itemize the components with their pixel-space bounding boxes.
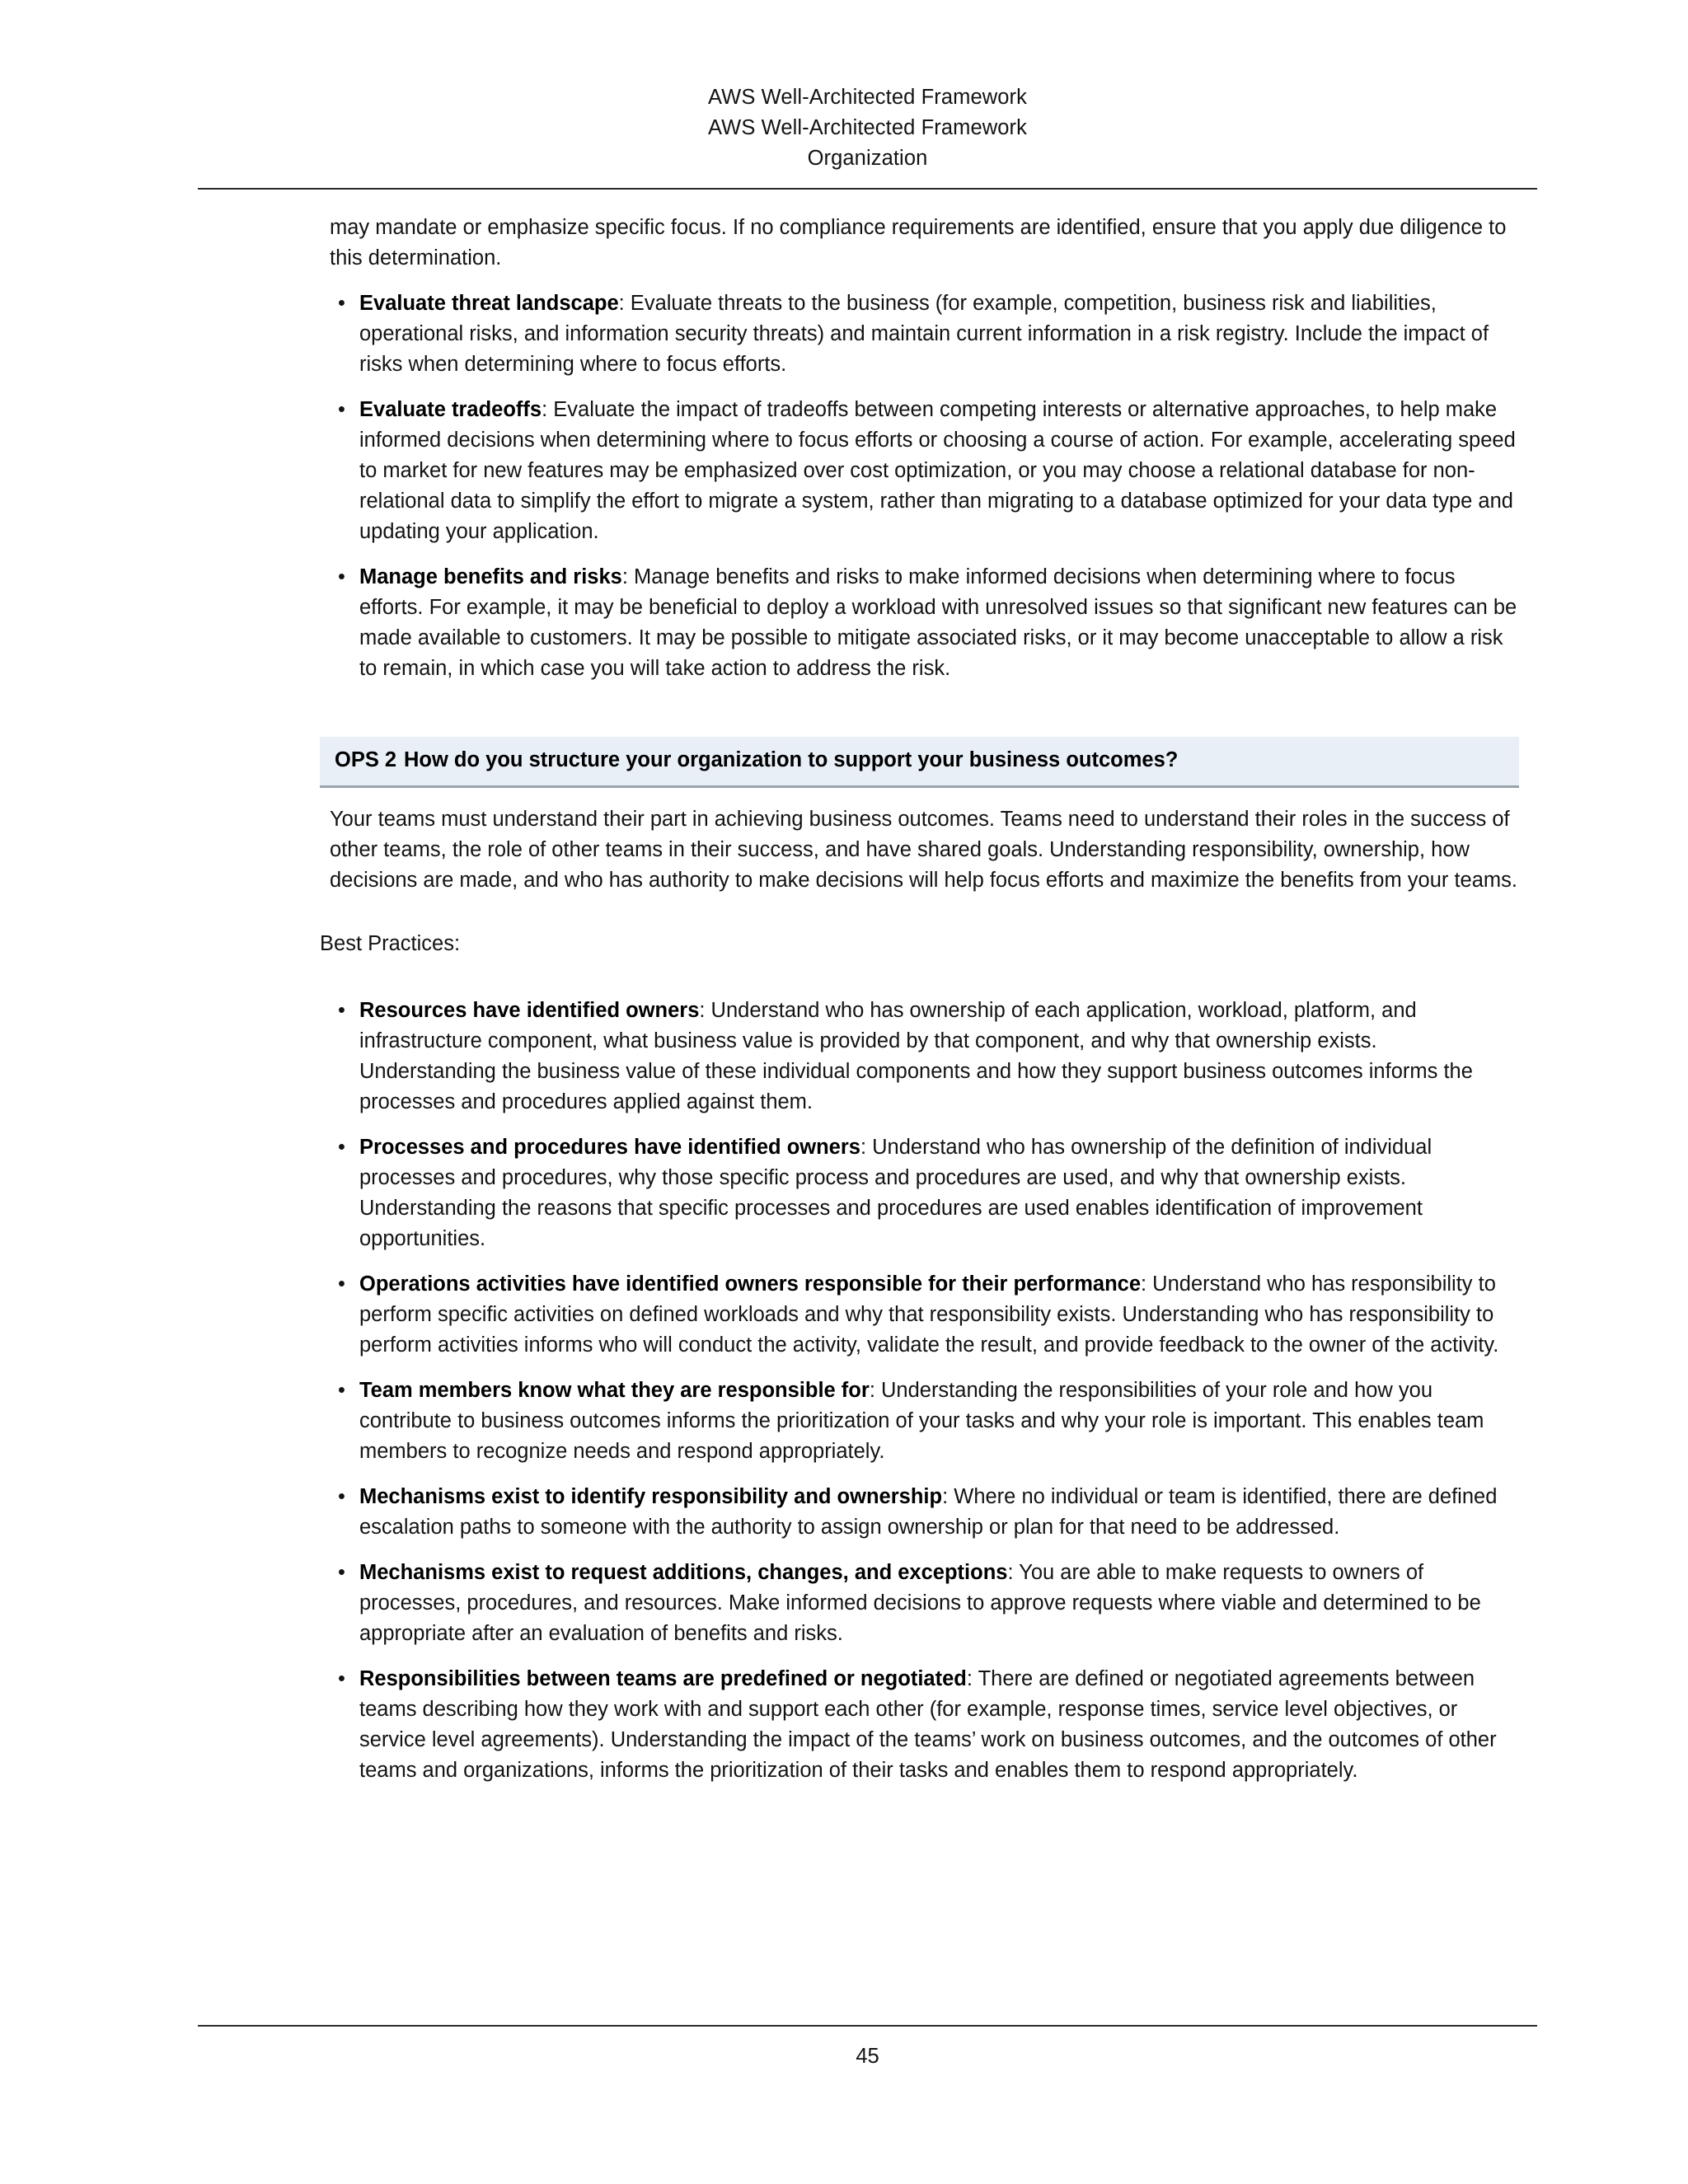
list-item-term: Mechanisms exist to identify responsibility and ownership — [359, 1485, 943, 1508]
list-item — [330, 1132, 1519, 1254]
list-item-term: Team members know what they are responsible for — [359, 1379, 870, 1402]
list-item-term: Processes and procedures have identified owners — [359, 1136, 860, 1159]
ops-question-intro: Your teams must understand their part in achieving business outcomes. Teams need to understand their roles in the success of other teams, the role of other teams in their success, and have shared goals. Understanding responsibility, ownership, how decisions are made, and who has authority to make decisions will help focus efforts and maximize the benefits from your teams. — [330, 808, 1517, 892]
list-item-text: : Understand who has ownership of each application, workload, platform, and infrastructure component, what business value is provided by that component, and why that ownership exists. Understanding the business value of these individual components and how they support business outcomes informs the processes and procedures applied against them. — [359, 999, 1473, 1113]
top-bullet-list — [330, 288, 1519, 684]
bullet-icon: • — [338, 999, 345, 1022]
intro-spacer — [330, 896, 1519, 929]
list-item-term: Manage benefits and risks — [359, 565, 622, 588]
list-item — [330, 1664, 1519, 1786]
list-item-term: Evaluate tradeoffs — [359, 398, 542, 421]
list-item-text: : Understanding the responsibilities of your role and how you contribute to business outcomes informs the prioritization of your tasks and why your role is important. This enables team members to recognize needs and respond appropriately. — [359, 1379, 1484, 1463]
continued-paragraph: may mandate or emphasize specific focus. If no compliance requirements are identified, ensure that you apply due diligence to this determination. — [330, 216, 1507, 269]
bullet-icon: • — [338, 1272, 345, 1296]
list-item-term: Responsibilities between teams are predefined or negotiated — [359, 1667, 967, 1690]
list-item-text: : Evaluate the impact of tradeoffs between competing interests or alternative approaches, to help make informed decisions when determining where to focus efforts or choosing a course of action. For example, accelerating speed to market for new features may be emphasized over cost optimization, or you may choose a relational database for non-relational data to simplify the effort to migrate a system, rather than migrating to a database optimized for your data type and updating your application. — [359, 398, 1516, 543]
running-header — [198, 82, 1537, 174]
section-spacer — [330, 684, 1519, 737]
bullet-icon: • — [338, 1561, 345, 1584]
bullet-icon: • — [338, 292, 345, 315]
bullet-icon: • — [338, 1485, 345, 1508]
label-spacer — [330, 959, 1519, 981]
list-item — [330, 288, 1519, 380]
best-practices-list — [330, 996, 1519, 1786]
list-item — [330, 1376, 1519, 1467]
bullet-icon: • — [338, 1667, 345, 1690]
best-practices-label: Best Practices: — [320, 932, 461, 955]
ops-question-text: How do you structure your organization to support your business outcomes? — [404, 748, 1179, 771]
list-item-text: : Evaluate threats to the business (for example, competition, business risk and liabilities, operational risks, and information security threats) and maintain current information in a risk registry. Include the impact of risks when determining where to focus efforts. — [359, 292, 1489, 376]
list-item-text: : Where no individual or team is identified, there are defined escalation paths to someone with the authority to assign ownership or plan for that need to be addressed. — [359, 1485, 1498, 1539]
list-item-term: Mechanisms exist to request additions, changes, and exceptions — [359, 1561, 1008, 1584]
ops-question-id: OPS 2 — [335, 748, 397, 771]
header-line-3: Organization — [807, 147, 928, 170]
list-item — [330, 395, 1519, 547]
list-item-text: : You are able to make requests to owners of processes, procedures, and resources. Make informed decisions to approve requests where viable and determined to be appropriate after an evaluation of benefits and risks. — [359, 1561, 1481, 1645]
list-item-text: : There are defined or negotiated agreements between teams describing how they work with and support each other (for example, response times, service level objectives, or service level agreements). Understanding the impact of the teams’ work on business outcomes, and the outcomes of other teams and organizations, informs the prioritization of their tasks and enables them to respond appropriately. — [359, 1667, 1497, 1782]
list-item — [330, 1558, 1519, 1649]
bullet-icon: • — [338, 1379, 345, 1402]
header-line-1: AWS Well-Architected Framework — [708, 86, 1027, 109]
list-item — [330, 996, 1519, 1118]
list-item — [330, 562, 1519, 684]
list-item — [330, 1269, 1519, 1361]
ops-question-banner — [320, 737, 1519, 788]
list-item — [330, 1482, 1519, 1543]
bullet-icon: • — [338, 1136, 345, 1159]
list-item-term: Resources have identified owners — [359, 999, 700, 1022]
bullet-icon: • — [338, 398, 345, 421]
header-divider — [198, 188, 1537, 190]
footer-divider — [198, 2025, 1537, 2027]
list-item-term: Operations activities have identified owners responsible for their performance — [359, 1272, 1142, 1296]
list-item-term: Evaluate threat landscape — [359, 292, 619, 315]
page-number: 45 — [856, 2045, 879, 2068]
page-content — [320, 213, 1519, 1786]
header-line-2: AWS Well-Architected Framework — [708, 116, 1027, 139]
bullet-icon: • — [338, 565, 345, 588]
list-item-text: : Understand who has ownership of the definition of individual processes and procedures, why those specific process and procedures are used, and why that ownership exists. Understanding the reasons that specific processes and procedures are used enables identification of improvement opportunities. — [359, 1136, 1432, 1250]
list-item-text: : Manage benefits and risks to make informed decisions when determining where to focus efforts. For example, it may be beneficial to deploy a workload with unresolved issues so that significant new features can be made available to customers. It may be possible to mitigate associated risks, or it may become unacceptable to allow a risk to remain, in which case you will take action to address the risk. — [359, 565, 1517, 680]
list-item-text: : Understand who has responsibility to perform specific activities on defined workloads and why that responsibility exists. Understanding who has responsibility to perform activities informs who will conduct the activity, validate the result, and provide feedback to the owner of the activity. — [359, 1272, 1499, 1357]
